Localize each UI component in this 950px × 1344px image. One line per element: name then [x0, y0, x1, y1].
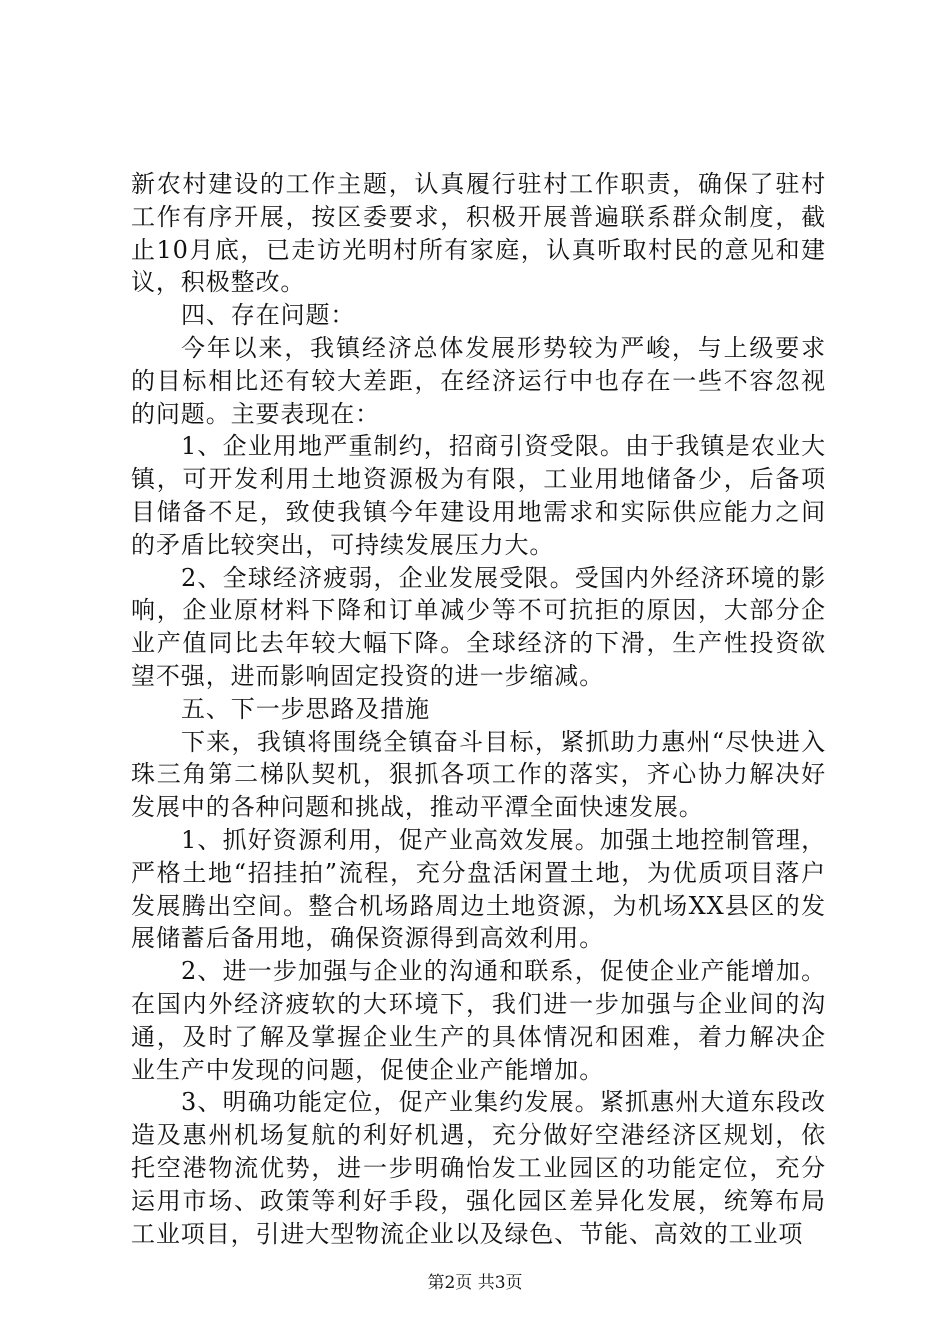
page-number-footer: 第2页 共3页	[427, 1273, 523, 1293]
paragraph-measure-3: 3、明确功能定位，促产业集约发展。紧抓惠州大道东段改造及惠州机场复航的利好机遇，充分做好空港经济区规划，依托空港物流优势，进一步明确怡发工业园区的功能定位，充分运用市场、政策等利好手段，强化园区差异化发展，统筹布局工业项目，引进大型物流企业以及绿色、节能、高效的工业项	[131, 1088, 826, 1248]
paragraph-problems-intro: 今年以来，我镇经济总体发展形势较为严峻，与上级要求的目标相比还有较大差距，在经济运行中也存在一些不容忽视的问题。主要表现在：	[131, 333, 826, 428]
paragraph-problem-2: 2、全球经济疲弱，企业发展受限。受国内外经济环境的影响，企业原材料下降和订单减少等不可抗拒的原因，大部分企业产值同比去年较大幅下降。全球经济的下滑，生产性投资欲望不强，进而影响固定投资的进一步缩减。	[131, 563, 826, 690]
document-body	[131, 168, 826, 1250]
paragraph-problem-1: 1、企业用地严重制约，招商引资受限。由于我镇是农业大镇，可开发利用土地资源极为有限，工业用地储备少，后备项目储备不足，致使我镇今年建设用地需求和实际供应能力之间的矛盾比较突出，可持续发展压力大。	[131, 432, 826, 559]
paragraph-measure-2: 2、进一步加强与企业的沟通和联系，促使企业产能增加。在国内外经济疲软的大环境下，我们进一步加强与企业间的沟通，及时了解及掌握企业生产的具体情况和困难，着力解决企业生产中发现的问题，促使企业产能增加。	[131, 957, 826, 1084]
paragraph-measure-1: 1、抓好资源利用，促产业高效发展。加强土地控制管理，严格土地“招挂拍”流程，充分盘活闲置土地，为优质项目落户发展腾出空间。整合机场路周边土地资源，为机场XX县区的发展储蓄后备用地，确保资源得到高效利用。	[131, 825, 826, 953]
section-heading-next-steps: 五、下一步思路及措施	[181, 694, 430, 723]
section-heading-problems: 四、存在问题：	[181, 301, 356, 330]
paragraph-continuation: 新农村建设的工作主题，认真履行驻村工作职责，确保了驻村工作有序开展，按区委要求，积极开展普遍联系群众制度，截止10月底，已走访光明村所有家庭，认真听取村民的意见和建议，积极整改。	[131, 170, 826, 297]
paragraph-next-steps-intro: 下来，我镇将围绕全镇奋斗目标，紧抓助力惠州“尽快进入珠三角第二梯队契机，狠抓各项工作的落实，齐心协力解决好发展中的各种问题和挑战，推动平潭全面快速发展。	[131, 727, 826, 822]
